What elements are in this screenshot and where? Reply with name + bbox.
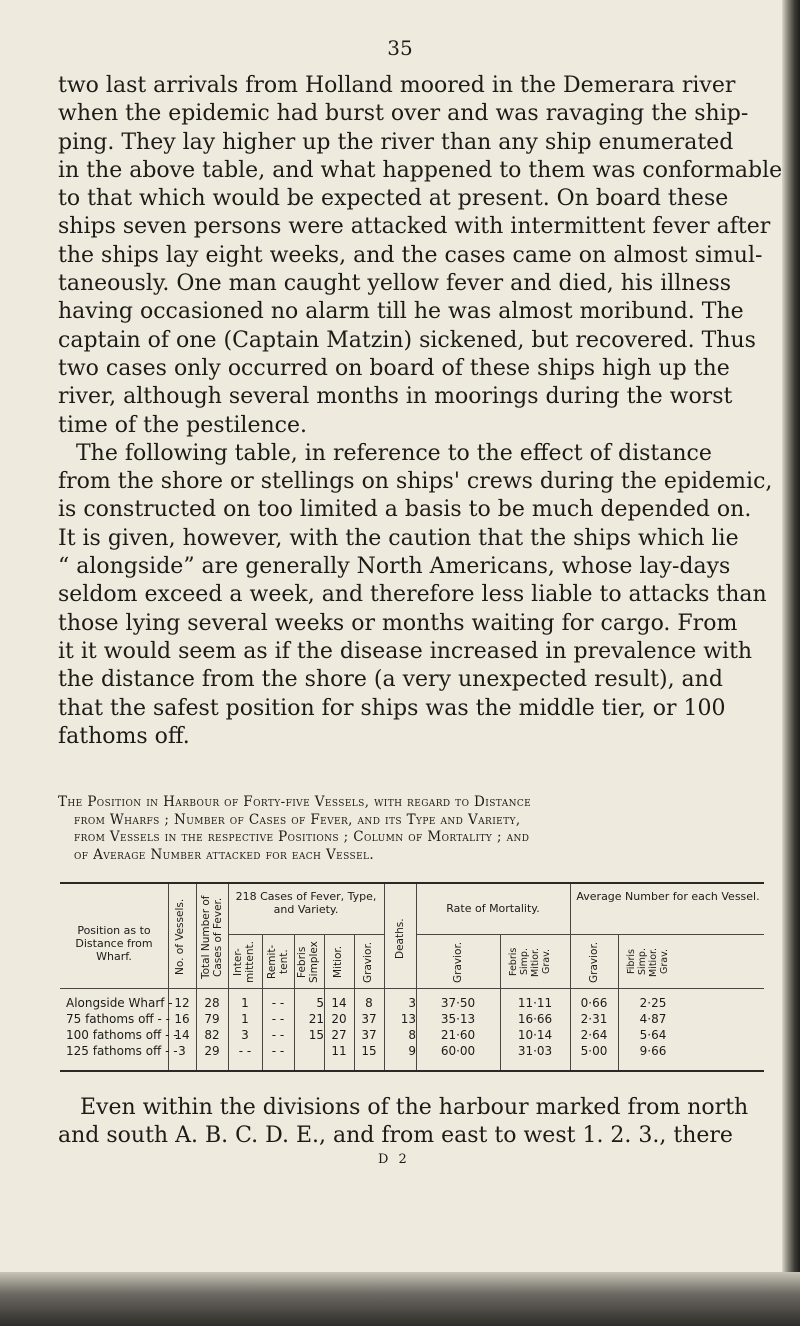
text-line: having occasioned no alarm till he was almost moribund. The: [58, 299, 744, 325]
signature-mark: D 2: [378, 1152, 410, 1167]
header-gravior: Gravior.: [362, 941, 374, 983]
text-line: two cases only occurred on board of these ships high up the: [58, 355, 730, 381]
cell-avg-febris: 2·25: [639, 996, 667, 1010]
header-rate-gravior: Gravior.: [452, 941, 464, 983]
caption-line: The Position in Harbour of Forty-five Vessels, with regard to Distance: [58, 794, 532, 810]
cell-febris-simplex: 21: [308, 1012, 324, 1026]
cell-mitior: 20: [331, 1012, 347, 1026]
cell-remittent: - -: [271, 1044, 285, 1058]
header-rate-group: Rate of Mortality.: [446, 902, 540, 915]
cell-avg-gravior: 5·00: [580, 1044, 608, 1058]
cell-rate-febris: 11·11: [517, 996, 553, 1010]
cell-rate-gravior: 35·13: [440, 1012, 476, 1026]
cell-rate-febris: 10·14: [517, 1028, 553, 1042]
cell-intermittent: - -: [238, 1044, 252, 1058]
cell-gravior: 8: [365, 996, 373, 1010]
cell-febris-simplex: 15: [308, 1028, 324, 1042]
header-vessels: No. of Vessels.: [174, 898, 186, 976]
text-line: the distance from the shore (a very unexpected result), and: [58, 667, 723, 693]
cell-rate-febris: 16·66: [517, 1012, 553, 1026]
cell-rate-gravior: 37·50: [440, 996, 476, 1010]
text-line: seldom exceed a week, and therefore less liable to attacks than: [58, 582, 767, 608]
cell-remittent: - -: [271, 1028, 285, 1042]
text-line: It is given, however, with the caution that the ships which lie: [58, 525, 739, 551]
cell-mitior: 27: [331, 1028, 347, 1042]
cell-total: 29: [204, 1044, 220, 1058]
cell-remittent: - -: [271, 996, 285, 1010]
cell-intermittent: 1: [241, 1012, 249, 1026]
cell-vessels: 16: [174, 1012, 190, 1026]
cell-total: 82: [204, 1028, 220, 1042]
text-line: fathoms off.: [58, 723, 190, 749]
text-line: when the epidemic had burst over and was ravaging the ship-: [58, 101, 749, 127]
cell-avg-gravior: 2·64: [580, 1028, 608, 1042]
caption-line: from Wharfs ; Number of Cases of Fever, and its Type and Variety,: [74, 811, 521, 828]
text-line: ping. They lay higher up the river than any ship enumerated: [58, 129, 734, 155]
text-line: and south A. B. C. D. E., and from east to west 1. 2. 3., there: [58, 1123, 733, 1148]
cell-deaths: 13: [400, 1012, 416, 1026]
cell-intermittent: 3: [241, 1028, 249, 1042]
caption-line: of Average Number attacked for each Vessel.: [74, 846, 375, 863]
header-mitior: Mitior.: [332, 945, 344, 979]
cell-remittent: - -: [271, 1012, 285, 1026]
text-line: in the above table, and what happened to them was conformable: [58, 157, 783, 183]
text-line: river, although several months in moorings during the worst: [58, 384, 733, 410]
cell-mitior: 11: [331, 1044, 347, 1058]
cell-deaths: 3: [408, 996, 416, 1010]
header-avg-gravior: Gravior.: [588, 941, 600, 983]
header-remittent: Remit-tent.: [266, 944, 290, 980]
text-line: captain of one (Captain Matzin) sickened, but recovered. Thus: [58, 327, 756, 353]
header-deaths: Deaths.: [394, 918, 406, 960]
page-number: 35: [387, 36, 413, 60]
text-line: that the safest position for ships was the middle tier, or 100: [58, 695, 726, 721]
row-label: 100 fathoms off - -: [66, 1028, 178, 1042]
row-label: 125 fathoms off - -: [66, 1044, 178, 1058]
paragraph: [58, 72, 783, 751]
cell-rate-febris: 31·03: [517, 1044, 553, 1058]
header-position: Position as to Distance from Wharf.: [75, 924, 153, 963]
header-rate-febris: Febris Simp. Mitior. Grav.: [508, 947, 552, 977]
cell-avg-gravior: 0·66: [580, 996, 608, 1010]
header-total: Total Number of Cases of Fever.: [200, 895, 224, 979]
text-line: “ alongside” are generally North Americans, whose lay-days: [58, 554, 731, 580]
scan-bottom-band: [0, 1272, 800, 1326]
page-edge: [782, 0, 800, 1326]
cell-rate-gravior: 60·00: [440, 1044, 476, 1058]
text-line: those lying several weeks or months waiting for cargo. From: [58, 610, 738, 636]
text-line: time of the pestilence.: [58, 412, 307, 438]
row-label: 75 fathoms off - -: [66, 1012, 170, 1026]
text-line: The following table, in reference to the effect of distance: [76, 440, 712, 466]
cell-intermittent: 1: [241, 996, 249, 1010]
header-cases-group: 218 Cases of Fever, Type, and Variety.: [235, 890, 377, 916]
header-febris-simplex: Febris Simplex: [296, 941, 320, 983]
cell-gravior: 37: [361, 1012, 377, 1026]
cell-vessels: 12: [174, 996, 190, 1010]
cell-mitior: 14: [331, 996, 347, 1010]
cell-febris-simplex: 5: [316, 996, 324, 1010]
text-line: taneously. One man caught yellow fever and died, his illness: [58, 271, 732, 297]
caption-line: from Vessels in the respective Positions ; Column of Mortality ; and: [74, 829, 530, 845]
cell-total: 79: [204, 1012, 220, 1026]
cell-deaths: 9: [408, 1044, 416, 1058]
text-line: Even within the divisions of the harbour marked from north: [80, 1095, 749, 1120]
cell-avg-febris: 9·66: [639, 1044, 667, 1058]
cell-vessels: 14: [174, 1028, 190, 1042]
text-line: it it would seem as if the disease increased in prevalence with: [58, 638, 753, 664]
cell-vessels: 3: [178, 1044, 186, 1058]
cell-total: 28: [204, 996, 220, 1010]
header-intermittent: Inter-mittent.: [232, 941, 256, 983]
text-line: from the shore or stellings on ships' crews during the epidemic,: [58, 469, 773, 495]
table-caption: [58, 794, 766, 864]
cell-gravior: 15: [361, 1044, 377, 1058]
header-average-group: Average Number for each Vessel.: [576, 890, 760, 903]
cell-gravior: 37: [361, 1028, 377, 1042]
cell-avg-gravior: 2·31: [580, 1012, 608, 1026]
cell-avg-febris: 5·64: [639, 1028, 667, 1042]
text-line: to that which would be expected at present. On board these: [58, 186, 729, 212]
text-line: is constructed on too limited a basis to be much depended on.: [58, 497, 752, 523]
closing-paragraph: [58, 1094, 766, 1150]
text-line: ships seven persons were attacked with intermittent fever after: [58, 214, 771, 240]
cell-deaths: 8: [408, 1028, 416, 1042]
cell-avg-febris: 4·87: [639, 1012, 667, 1026]
text-line: two last arrivals from Holland moored in the Demerara river: [58, 73, 736, 98]
cell-rate-gravior: 21·60: [440, 1028, 476, 1042]
text-line: the ships lay eight weeks, and the cases came on almost simul-: [58, 242, 763, 268]
fever-table: [60, 882, 764, 1072]
header-avg-febris: Fibris Simp. Mitior. Grav.: [626, 947, 670, 977]
row-label: Alongside Wharf -: [66, 996, 173, 1010]
